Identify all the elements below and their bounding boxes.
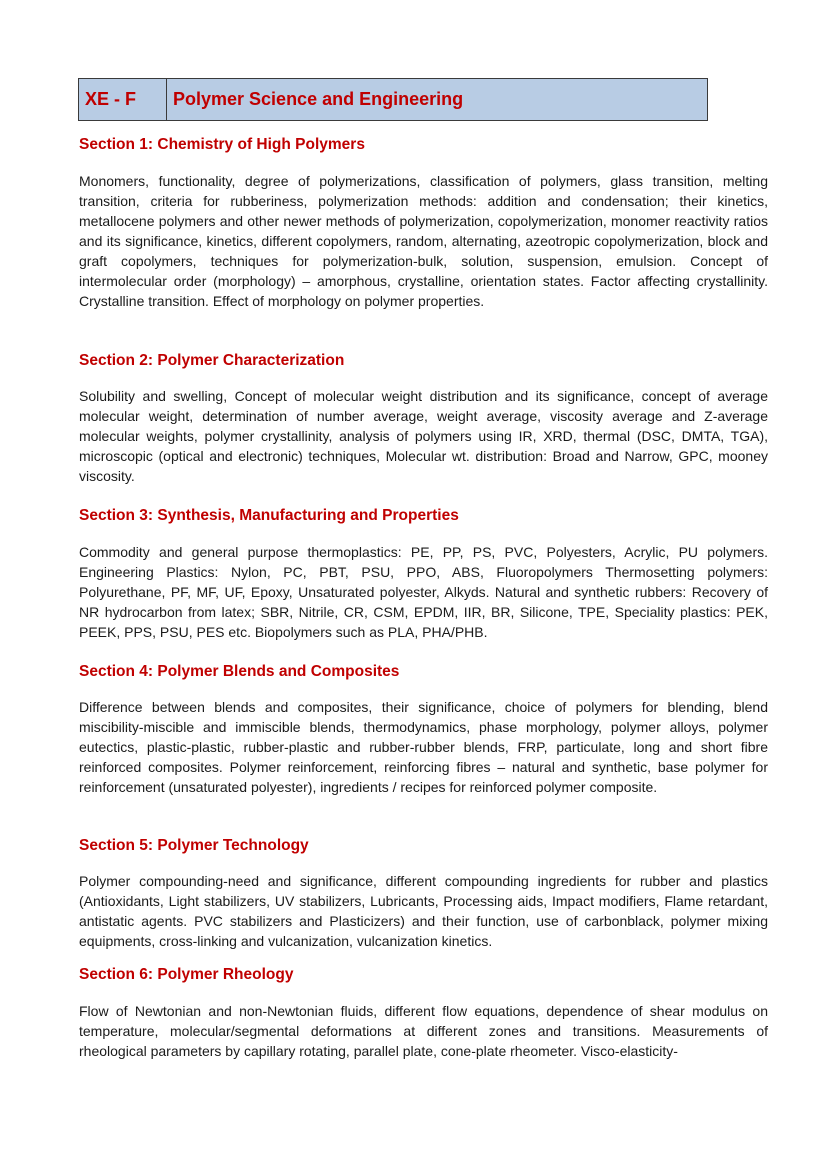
section-4-body: Difference between blends and composites, their significance, choice of polymers for blending, blend miscibility-miscible and immiscible blends, thermodynamics, phase morphology, polymer alloys, polymer eutectics, plastic-plastic, rubber-plastic and rubber-rubber blends, FRP, particulate, long and short fibre reinforced composites. Polymer reinforcement, reinforcing fibres – natural and synthetic, base polymer for reinforcement (unsaturated polyester), ingredients / recipes for reinforced polymer composite. (79, 699, 768, 795)
section-6-body: Flow of Newtonian and non-Newtonian fluids, different flow equations, dependence of shear modulus on temperature, molecular/segmental deformations at different zones and transitions. Measurements of rheological parameters by capillary rotating, parallel plate, cone-plate rheometer. Visco-elasticity- (79, 1003, 768, 1059)
subject-code: XE - F (79, 79, 167, 120)
section-1-heading: Section 1: Chemistry of High Polymers (79, 136, 365, 153)
section-6-heading: Section 6: Polymer Rheology (79, 966, 294, 983)
subject-header-table (78, 78, 708, 121)
subject-title: Polymer Science and Engineering (173, 89, 464, 109)
section-1-body: Monomers, functionality, degree of polymerizations, classification of polymers, glass transition, melting transition, criteria for rubberiness, polymerization methods: addition and condensation; their kinetics, metallocene polymers and other newer methods of polymerization, copolymerization, monomer reactivity ratios and its significance, kinetics, different copolymers, random, alternating, azeotropic copolymerization, block and graft copolymers, techniques for polymerization-bulk, solution, suspension, emulsion. Concept of intermolecular order (morphology) – amorphous, crystalline, orientation states. Factor affecting crystallinity. Crystalline transition. Effect of morphology on polymer properties. (79, 173, 768, 309)
section-3-body: Commodity and general purpose thermoplastics: PE, PP, PS, PVC, Polyesters, Acrylic, PU polymers. Engineering Plastics: Nylon, PC, PBT, PSU, PPO, ABS, Fluoropolymers Thermosetting polymers: Polyurethane, PF, MF, UF, Epoxy, Unsaturated polyester, Alkyds. Natural and synthetic rubbers: Recovery of NR hydrocarbon from latex; SBR, Nitrile, CR, CSM, EPDM, IIR, BR, Silicone, TPE, Speciality plastics: PEK, PEEK, PPS, PSU, PES etc. Biopolymers such as PLA, PHA/PHB. (79, 544, 768, 640)
section-2-heading: Section 2: Polymer Characterization (79, 352, 345, 369)
section-5-heading: Section 5: Polymer Technology (79, 837, 309, 854)
section-2-body: Solubility and swelling, Concept of molecular weight distribution and its significance, concept of average molecular weight, determination of number average, weight average, viscosity average and Z-average molecular weights, polymer crystallinity, analysis of polymers using IR, XRD, thermal (DSC, DMTA, TGA), microscopic (optical and electronic) techniques, Molecular wt. distribution: Broad and Narrow, GPC, mooney viscosity. (79, 388, 768, 484)
section-5-body: Polymer compounding-need and significance, different compounding ingredients for rubber and plastics (Antioxidants, Light stabilizers, UV stabilizers, Lubricants, Processing aids, Impact modifiers, Flame retardant, antistatic agents. PVC stabilizers and Plasticizers) and their function, use of carbonblack, polymer mixing equipments, cross-linking and vulcanization, vulcanization kinetics. (79, 873, 768, 949)
section-4-heading: Section 4: Polymer Blends and Composites (79, 663, 400, 680)
section-3-heading: Section 3: Synthesis, Manufacturing and Properties (79, 507, 459, 524)
